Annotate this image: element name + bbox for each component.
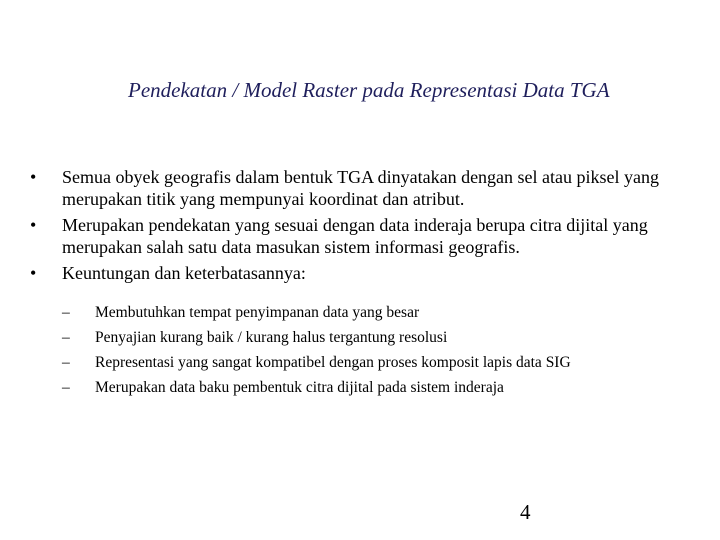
sub-bullet-list: [62, 303, 682, 403]
bullet-item: [30, 166, 690, 210]
slide-title: Pendekatan / Model Raster pada Representasi Data TGA: [128, 78, 610, 102]
sub-bullet-text: Representasi yang sangat kompatibel dengan proses komposit lapis data SIG: [95, 354, 571, 371]
bullet-text: Semua obyek geografis dalam bentuk TGA dinyatakan dengan sel atau piksel yang merupakan titik yang mempunyai koordinat dan atribut.: [62, 167, 660, 209]
bullet-marker: •: [30, 215, 37, 235]
sub-bullet-marker: –: [62, 329, 70, 346]
sub-bullet-item: [62, 378, 682, 397]
sub-bullet-marker: –: [62, 354, 70, 371]
sub-bullet-text: Membutuhkan tempat penyimpanan data yang besar: [95, 304, 420, 321]
sub-bullet-marker: –: [62, 379, 70, 396]
sub-bullet-item: [62, 328, 682, 347]
bullet-marker: •: [30, 167, 37, 187]
sub-bullet-item: [62, 353, 682, 372]
bullet-item: [30, 214, 690, 258]
bullet-text: Merupakan pendekatan yang sesuai dengan data inderaja berupa citra dijital yang merupakan salah satu data masukan sistem informasi geografis.: [62, 215, 648, 257]
bullet-text: Keuntungan dan keterbatasannya:: [62, 263, 306, 283]
sub-bullet-text: Penyajian kurang baik / kurang halus tergantung resolusi: [95, 329, 448, 346]
bullet-list: [30, 166, 690, 288]
sub-bullet-marker: –: [62, 304, 70, 321]
sub-bullet-item: [62, 303, 682, 322]
sub-bullet-text: Merupakan data baku pembentuk citra dijital pada sistem inderaja: [95, 379, 504, 396]
bullet-marker: •: [30, 263, 37, 283]
bullet-item: [30, 262, 690, 284]
page-number: 4: [520, 500, 531, 524]
